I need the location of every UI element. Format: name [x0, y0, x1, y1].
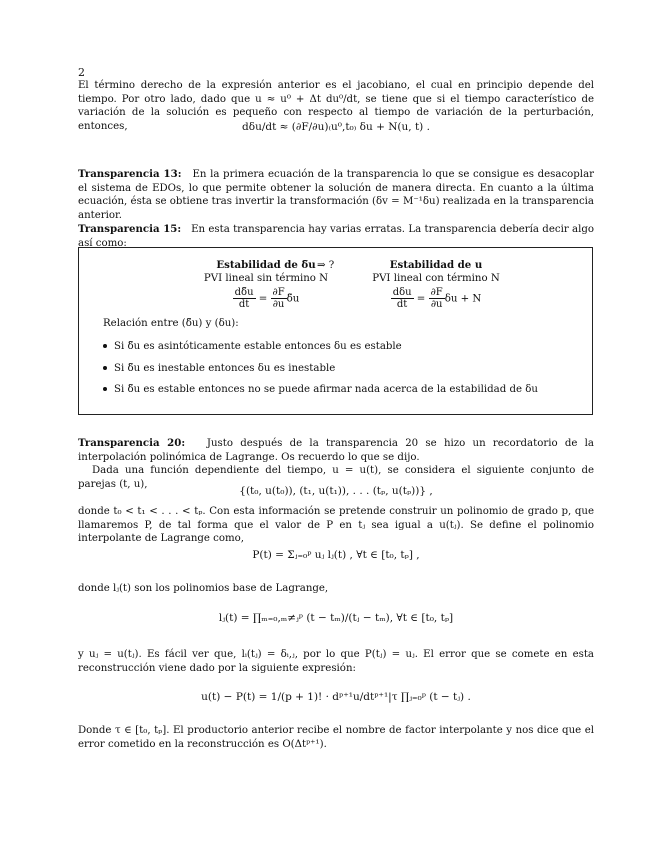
right-title: Estabilidad de u	[389, 259, 483, 271]
section-text: En esta transparencia hay varias erratas. La transparencia debería decir algo así como:	[78, 224, 594, 249]
section-transparencia-13	[78, 168, 594, 222]
section-text: En la primera ecuación de la transparencia lo que se consigue es desacoplar el sistema de EDOs, lo que permite obtener la solución de manera directa. En cuanto a la última ecuación, ésta se obtiene tras invertir la transformación (δv = M⁻¹δu) realizada en la transparencia anterior.	[78, 169, 595, 221]
equation-polynomial: P(t) = Σⱼ₌₀ᵖ uⱼ lⱼ(t) , ∀t ∈ [t₀, tₚ] ,	[252, 549, 420, 561]
section-transparencia-20	[78, 437, 594, 491]
equation-error: u(t) − P(t) = 1/(p + 1)! · dᵖ⁺¹u/dtᵖ⁺¹|τ ∏ⱼ₌₀ᵖ (t − tⱼ) .	[201, 691, 471, 703]
left-jacobian: $\frac{\partial F}{\partial u}$	[272, 287, 285, 310]
paragraph-text: Dada una función dependiente del tiempo, u = u(t), se considera el siguiente conjunto de parejas (t, u),	[78, 465, 594, 490]
paragraph-text: y uⱼ = u(tⱼ). Es fácil ver que, lᵢ(tⱼ) = δᵢ,ⱼ, por lo que P(tⱼ) = uⱼ. El error que se comete en esta reconstrucción viene dado por la siguiente expresión:	[78, 649, 594, 674]
paragraph-lagrange-def	[78, 505, 594, 546]
page-number: 2	[78, 66, 85, 79]
bullet-icon	[103, 366, 107, 370]
right-derivative: $\frac{\text{dδu}}{dt}$	[392, 287, 412, 310]
bullet-icon	[103, 387, 107, 391]
bullet-item: Si δ̃u es asintóticamente estable entonces δu es estable	[103, 340, 538, 353]
equation-pairs: {(t₀, u(t₀)), (t₁, u(t₁)), . . . (tₚ, u(tₚ))} ,	[239, 485, 433, 497]
paragraph-basis	[78, 582, 594, 596]
paragraph-text: donde t₀ < t₁ < . . . < tₚ. Con esta información se pretende construir un polinomio de grado p, que llamaremos P, de tal forma que el valor de P en tⱼ sea igual a u(tⱼ). Se define el polinomio interpolante de Lagrange como,	[78, 506, 594, 545]
bullet-list	[103, 340, 538, 405]
right-subtitle: PVI lineal con término N	[372, 273, 500, 284]
left-equation: $\frac{d\deltãu}{dt}$ = $\frac{\partial F}{\partial u}$ δ̃u	[234, 287, 300, 310]
relation-heading: Relación entre (δ̃u) y (δu):	[103, 318, 239, 329]
section-label: Transparencia 20:	[78, 437, 186, 449]
equation-basis: lⱼ(t) = ∏ₘ₌₀,ₘ≠ⱼᵖ (t − tₘ)/(tⱼ − tₘ), ∀t ∈ [t₀, tₚ]	[218, 612, 454, 624]
section-text: Justo después de la transparencia 20 se hizo un recordatorio de la interpolación polinómica de Lagrange. Os recuerdo lo que se dijo.	[78, 438, 594, 463]
right-column	[361, 259, 511, 310]
paragraph-conclusion	[78, 724, 594, 751]
paragraph-text: El término derecho de la expresión anterior es el jacobiano, el cual en principio depende del tiempo. Por otro lado, dado que u ≈ u⁰ + Δt du⁰/dt, se tiene que si el tiempo característico de variación de la solución es pequeño con respecto al tiempo de variación de la perturbación, entonces,	[78, 80, 594, 132]
paragraph-error-intro	[78, 648, 594, 675]
right-equation: $\frac{\text{dδu}}{dt}$ = $\frac{\partial F}{\partial u}$ δu + N	[392, 287, 482, 310]
left-subtitle: PVI lineal sin término N	[203, 273, 329, 284]
section-label: Transparencia 15:	[78, 223, 182, 235]
implies-arrow: ⇒ ?	[317, 260, 335, 271]
paragraph-text: Donde τ ∈ [t₀, tₚ]. El productorio anterior recibe el nombre de factor interpolante y nos dice que el error cometido en la reconstrucción es O(Δtᵖ⁺¹).	[78, 725, 594, 750]
right-jacobian: $\frac{\partial F}{\partial u}$	[430, 287, 443, 310]
left-title: Estabilidad de δ̃u	[216, 259, 316, 271]
section-label: Transparencia 13:	[78, 168, 182, 180]
bullet-item: Si δ̃u es estable entonces no se puede afirmar nada acerca de la estabilidad de δu	[103, 383, 538, 396]
left-derivative: $\frac{d\deltãu}{dt}$	[234, 287, 254, 310]
paragraph-text: donde lⱼ(t) son los polinomios base de Lagrange,	[78, 583, 329, 594]
stability-box	[78, 247, 593, 415]
bullet-icon	[103, 344, 107, 348]
bullet-item: Si δ̃u es inestable entonces δu es inestable	[103, 362, 538, 375]
equation-linearized: dδu/dt ≈ (∂F/∂u)₍u⁰,t₀₎ δu + N(u, t) .	[242, 121, 430, 133]
